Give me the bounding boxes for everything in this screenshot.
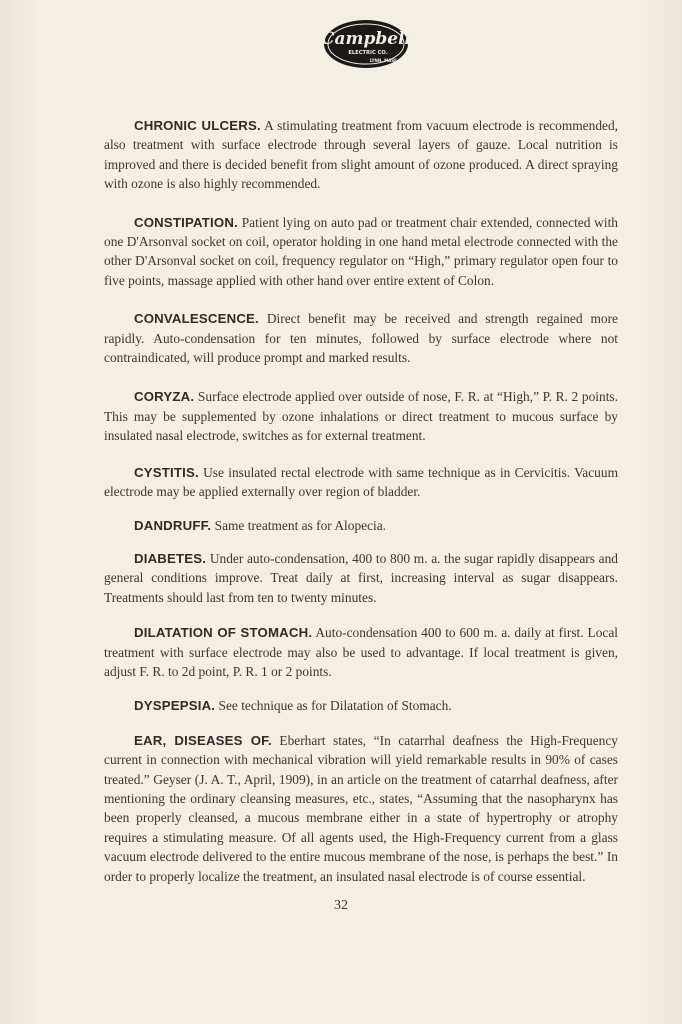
logo-location: LYNN, MASS. <box>369 58 399 63</box>
entry-diabetes <box>104 549 618 607</box>
entry-coryza <box>104 387 618 445</box>
entry-convalescence <box>104 309 618 367</box>
entry-text: Auto-condensation 400 to 600 m. a. daily at first. Local treatment with surface electrode may also be used to advantage. If local treatment is given, adjust F. R. to 2d point, P. R. 1 or 2 points. <box>104 625 618 679</box>
entry-text: Use insulated rectal electrode with same technique as in Cervicitis. Vacuum electrode may be applied externally over region of bladder. <box>104 464 618 500</box>
logo-subtext: ELECTRIC CO. <box>348 50 388 56</box>
entry-term: CHRONIC ULCERS. <box>134 118 261 133</box>
entry-term: EAR, DISEASES OF. <box>134 732 272 748</box>
entry-text: Under auto-condensation, 400 to 800 m. a. the sugar rapidly disappears and general conditions improve. Treat daily at first, increasing interval as sugar disappears. Treatments should last from ten to twenty minutes. <box>104 550 618 605</box>
entry-term: DILATATION OF STOMACH. <box>134 625 313 641</box>
entry-text: A stimulating treatment from vacuum electrode is recommended, also treatment with surface electrode through several layers of gauze. Local nutrition is improved and there is decided benefit from slight amount of ozone produced. A direct spraying with ozone is also highly recommended. <box>104 118 619 192</box>
entry-term: DANDRUFF. <box>134 517 212 533</box>
entry-term: CONSTIPATION. <box>134 214 238 230</box>
entry-ear-diseases <box>104 731 618 886</box>
entry-text: Surface electrode applied over outside of nose, F. R. at “High,” P. R. 2 points. This may be supplemented by ozone inhalations or direct treatment to mucous surface by insulated nasal electrode, switches as for external treatment. <box>104 389 618 444</box>
entry-cystitis <box>104 463 618 502</box>
entry-text: Same treatment as for Alopecia. <box>214 517 387 533</box>
entry-constipation <box>104 213 618 291</box>
entry-list <box>104 116 618 886</box>
page-number: 32 <box>334 898 348 913</box>
entry-term: CYSTITIS. <box>134 464 199 480</box>
campbell-logo <box>318 14 414 72</box>
entry-term: DIABETES. <box>134 550 207 566</box>
logo-text: Campbell <box>320 29 412 49</box>
entry-text: Direct benefit may be received and strength regained more rapidly. Auto-condensation for ten minutes, followed by surface electrode where not contraindicated, will produce prompt and marked results. <box>104 311 618 366</box>
entry-chronic-ulcers <box>104 116 618 194</box>
entry-term: CORYZA. <box>134 389 195 405</box>
entry-text: See technique as for Dilatation of Stomach. <box>218 698 452 714</box>
entry-text: Patient lying on auto pad or treatment chair extended, connected with one D'Arsonval socket on coil, operator holding in one hand metal electrode connected with the other D'Arsonval socket on coil, frequency regulator on “High,” primary regulator open four to five points, massage applied with other hand over entire extent of Colon. <box>104 214 618 288</box>
entry-term: CONVALESCENCE. <box>134 311 259 327</box>
entry-text: Eberhart states, “In catarrhal deafness the High-Frequency current in connection with mechanical vibration will yield remarkable results in 90% of cases treated.” Geyser (J. A. T., April, 1909), in an article on the treatment of catarrhal deafness, after mentioning the ordinary cleansing measures, etc., states, “Assuming that the nasopharynx has been properly cleansed, a mucous membrane either in a state of hypertrophy or atrophy requires a stimulating measure. Of all agents used, the High-Frequency current from a glass vacuum electrode delivered to the entire mucous membrane of the nose, is perhaps the best.” In order to properly localize the treatment, an insulated nasal electrode is of course essential. <box>104 732 618 884</box>
entry-dyspepsia <box>104 696 618 715</box>
entry-term: DYSPEPSIA. <box>134 698 216 714</box>
entry-dandruff <box>104 516 618 535</box>
entry-dilatation-of-stomach <box>104 623 618 681</box>
